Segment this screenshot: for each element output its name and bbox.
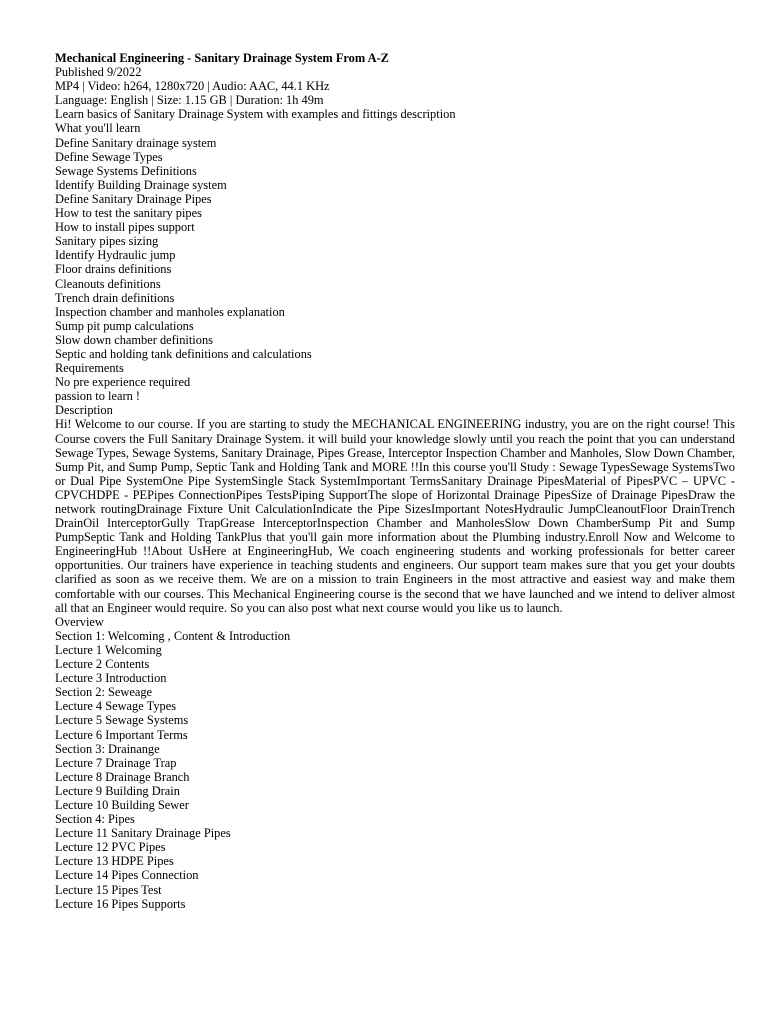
learn-item: Sanitary pipes sizing xyxy=(55,234,159,249)
overview-lecture: Lecture 12 PVC Pipes xyxy=(55,840,166,855)
learn-item: Identify Building Drainage system xyxy=(55,177,227,192)
learn-item: Define Sanitary Drainage Pipes xyxy=(55,191,212,206)
overview-lecture: Lecture 1 Welcoming xyxy=(55,642,162,657)
overview-lecture: Lecture 8 Drainage Branch xyxy=(55,769,190,784)
learn-item: Inspection chamber and manholes explanation xyxy=(55,304,285,319)
learn-list xyxy=(55,136,735,362)
learn-item: Define Sanitary drainage system xyxy=(55,135,217,150)
learn-item: Define Sewage Types xyxy=(55,149,163,164)
published-date: Published 9/2022 xyxy=(55,65,142,80)
overview-lecture: Lecture 5 Sewage Systems xyxy=(55,713,189,728)
learn-item: How to test the sanitary pipes xyxy=(55,206,202,221)
learn-item: Sump pit pump calculations xyxy=(55,318,194,333)
overview-lecture: Lecture 14 Pipes Connection xyxy=(55,868,199,883)
overview-section: Section 3: Drainange xyxy=(55,741,160,756)
language-info: Language: English | Size: 1.15 GB | Duration: 1h 49m xyxy=(55,93,324,108)
learn-item: Cleanouts definitions xyxy=(55,276,161,291)
overview-lecture: Lecture 13 HDPE Pipes xyxy=(55,854,174,869)
overview-lecture: Lecture 11 Sanitary Drainage Pipes xyxy=(55,826,231,841)
overview-heading: Overview xyxy=(55,614,104,629)
overview-lecture: Lecture 6 Important Terms xyxy=(55,727,188,742)
overview-lecture: Lecture 2 Contents xyxy=(55,657,150,672)
description-heading: Description xyxy=(55,403,113,418)
requirement-item: passion to learn ! xyxy=(55,389,140,404)
document-title: Mechanical Engineering - Sanitary Drainage System From A-Z xyxy=(55,51,389,65)
learn-item: Floor drains definitions xyxy=(55,262,172,277)
learn-item: Septic and holding tank definitions and calculations xyxy=(55,346,312,361)
overview-section: Section 2: Seweage xyxy=(55,685,153,700)
description-text: Hi! Welcome to our course. If you are starting to study the MECHANICAL ENGINEERING industry, you are on the right course! This Course covers the Full Sanitary Drainage System. it will build your knowledge slowly until you reach the point that you can understand Sewage Types, Sewage Systems, Sanitary Drainage, Pipes Grease, Interceptor Inspection Chamber and Manholes, Slow Down Chamber, Sump Pit, and Sump Pump, Septic Tank and Holding Tank and MORE !!In this course you'll Study : Sewage TypesSewage SystemsTwo or Dual Pipe SystemOne Pipe SystemSingle Stack SystemImportant TermsSanitary Drainage PipesMaterial of PipesPVC – UPVC - CPVCHDPE - PEPipes ConnectionPipes TestsPiping SupportThe slope of Horizontal Drainage PipesSize of Drainage PipesDraw the network routingDrainage Fixture Unit CalculationIndicate the Pipe SizesImportant NotesHydraulic JumpCleanoutFloor DrainTrench DrainOil InterceptorGully TrapGrease InterceptorInspection Chamber and ManholesSlow Down ChamberSump Pit and Sump PumpSeptic Tank and Holding TankPlus that you'll gain more information about the Plumbing industry.Enroll Now and Welcome to EngineeringHub !!About UsHere at EngineeringHub, We coach engineering students and working professionals for better career opportunities. Our trainers have experience in teaching students and engineers. Our support team makes sure that you get your doubts clarified as soon as we receive them. We are on a mission to train Engineers in the most attractive and easiest way and make them comfortable with our courses. This Mechanical Engineering course is the second that we have launched and we intend to deliver almost all that an Engineer would require. So you can also post what next course would you like us to launch. xyxy=(55,417,735,615)
overview-section: Section 1: Welcoming , Content & Introduction xyxy=(55,628,291,643)
requirement-item: No pre experience required xyxy=(55,375,191,390)
overview-lecture: Lecture 10 Building Sewer xyxy=(55,797,189,812)
requirements-heading: Requirements xyxy=(55,361,124,376)
overview-lecture: Lecture 4 Sewage Types xyxy=(55,699,177,714)
overview-lecture: Lecture 7 Drainage Trap xyxy=(55,755,177,770)
course-subtitle: Learn basics of Sanitary Drainage System with examples and fittings description xyxy=(55,107,456,122)
learn-item: Slow down chamber definitions xyxy=(55,332,213,347)
document-page xyxy=(55,51,735,911)
requirements-list xyxy=(55,375,735,403)
overview-section: Section 4: Pipes xyxy=(55,812,135,827)
learn-item: Trench drain definitions xyxy=(55,290,175,305)
overview-lecture: Lecture 15 Pipes Test xyxy=(55,882,162,897)
learn-heading: What you'll learn xyxy=(55,121,141,136)
overview-lecture: Lecture 9 Building Drain xyxy=(55,783,180,798)
learn-item: How to install pipes support xyxy=(55,220,195,235)
overview-lecture: Lecture 3 Introduction xyxy=(55,671,167,686)
overview-lecture: Lecture 16 Pipes Supports xyxy=(55,896,186,911)
learn-item: Identify Hydraulic jump xyxy=(55,248,176,263)
learn-item: Sewage Systems Definitions xyxy=(55,163,197,178)
overview-list xyxy=(55,629,735,911)
media-info: MP4 | Video: h264, 1280x720 | Audio: AAC, 44.1 KHz xyxy=(55,79,330,94)
